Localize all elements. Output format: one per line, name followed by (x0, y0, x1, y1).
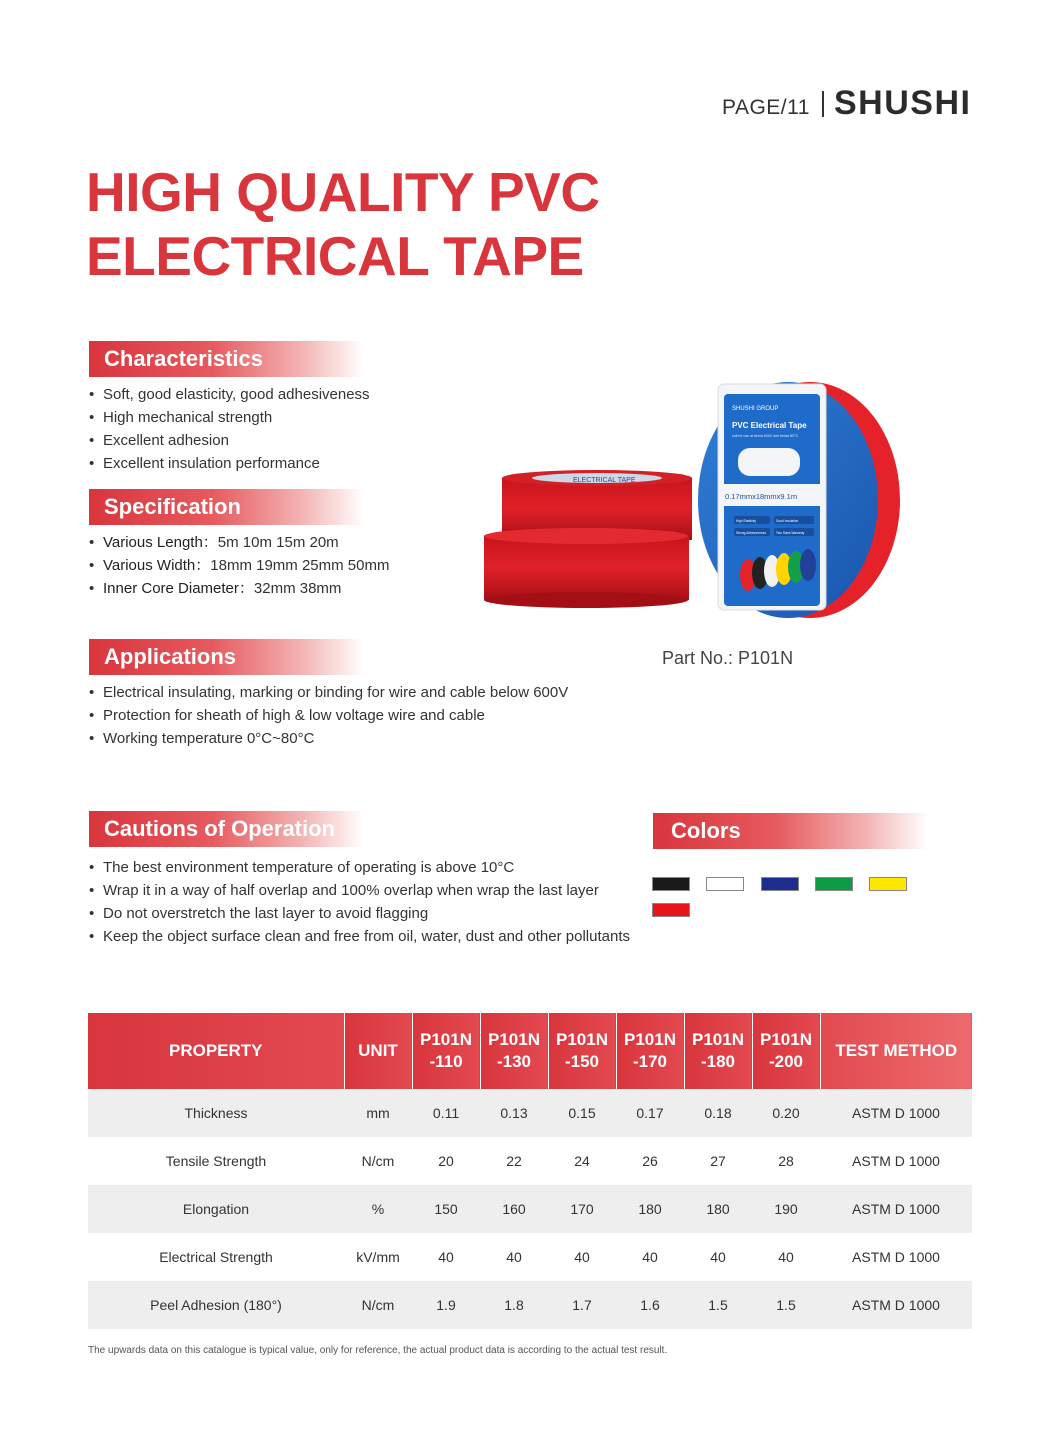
spec-value: 5m 10m 15m 20m (217, 534, 339, 551)
spec-value: 32mm 38mm (253, 580, 342, 597)
part-number: Part No.: P101N (662, 648, 794, 668)
color-swatch-yellow (869, 877, 907, 891)
table-cell: 1.7 (548, 1281, 616, 1329)
list-item: • Working temperature 0°C~80°C (89, 727, 568, 750)
spec-label: Inner Core Diameter： (103, 580, 254, 597)
colors-heading: Colors (653, 813, 928, 849)
spec-width (89, 554, 389, 577)
properties-table (88, 1013, 972, 1329)
package-size: 0.17mmx18mmx9.1m (725, 492, 798, 501)
spec-label: Various Width： (103, 557, 211, 574)
table-cell: ASTM D 1000 (820, 1185, 972, 1233)
table-cell: 40 (710, 1249, 726, 1265)
table-cell: 0.15 (548, 1089, 616, 1137)
title-line-1: HIGH QUALITY PVC (86, 161, 600, 223)
table-cell: 1.9 (412, 1281, 480, 1329)
list-item: • Do not overstretch the last layer to avoid flagging (89, 902, 630, 925)
package-subtitle: suit for use at below 600V and below 80°C (732, 434, 798, 438)
spec-length (89, 531, 389, 554)
table-cell: 0.13 (480, 1089, 548, 1137)
table-cell: 160 (480, 1185, 548, 1233)
table-cell: 150 (412, 1185, 480, 1233)
color-swatch-green (815, 877, 853, 891)
table-row (88, 1281, 972, 1329)
table-row (88, 1185, 972, 1233)
page-title (86, 160, 600, 288)
table-cell: Tensile Strength (165, 1153, 267, 1169)
table-cell: Peel Adhesion (180°) (88, 1281, 344, 1329)
footnote: The upwards data on this catalogue is typical value, only for reference, the actual product data is according to the actual test result. (88, 1345, 668, 1356)
list-item: • Excellent adhesion (89, 429, 370, 452)
spec-core (89, 577, 389, 600)
table-cell: ASTM D 1000 (820, 1281, 972, 1329)
list-item: • High mechanical strength (89, 406, 370, 429)
column-header: P101N -170 (616, 1013, 684, 1089)
table-header-row (88, 1013, 972, 1089)
list-item: • Wrap it in a way of half overlap and 100% overlap when wrap the last layer (89, 879, 630, 902)
table-cell: 0.17 (616, 1089, 684, 1137)
brand-logo: SHUSHI (834, 84, 972, 122)
table-cell: ASTM D 1000 (820, 1089, 972, 1137)
spec-value: 18mm 19mm 25mm 50mm (210, 557, 390, 574)
list-item: • Protection for sheath of high & low voltage wire and cable (89, 704, 568, 727)
table-cell: 180 (616, 1185, 684, 1233)
table-cell: N/cm (361, 1153, 395, 1169)
cautions-heading: Cautions of Operation (89, 811, 364, 847)
list-item: • Soft, good elasticity, good adhesiveness (89, 383, 370, 406)
table-cell: 0.18 (684, 1089, 752, 1137)
characteristics-heading: Characteristics (89, 341, 364, 377)
applications-list (89, 681, 568, 750)
header-divider (822, 91, 824, 117)
list-item: • Electrical insulating, marking or binding for wire and cable below 600V (89, 681, 568, 704)
page-number: PAGE/11 (722, 96, 810, 119)
table-cell: 1.5 (752, 1281, 820, 1329)
color-swatch-red (652, 903, 690, 917)
table-cell: 28 (778, 1153, 794, 1169)
feature-badge: Two Sizes Warranty (776, 531, 805, 535)
table-cell: ASTM D 1000 (852, 1153, 940, 1169)
package-title: PVC Electrical Tape (732, 421, 807, 430)
feature-badge: High Elasticity (736, 519, 757, 523)
table-cell: 1.8 (480, 1281, 548, 1329)
table-cell: 0.11 (412, 1089, 480, 1137)
table-cell: 40 (506, 1249, 522, 1265)
table-cell: 190 (752, 1185, 820, 1233)
table-row (88, 1137, 972, 1185)
table-cell: % (344, 1185, 412, 1233)
column-header: P101N -150 (548, 1013, 616, 1089)
color-swatch-black (652, 877, 690, 891)
roll-label: ELECTRICAL TAPE (573, 477, 636, 484)
table-cell: 180 (684, 1185, 752, 1233)
column-header: PROPERTY (88, 1013, 344, 1089)
table-cell: 22 (506, 1153, 522, 1169)
table-cell: 1.5 (684, 1281, 752, 1329)
table-cell: kV/mm (356, 1249, 400, 1265)
table-cell: 0.20 (752, 1089, 820, 1137)
column-header: P101N -180 (684, 1013, 752, 1089)
title-line-2: ELECTRICAL TAPE (86, 225, 584, 287)
applications-heading: Applications (89, 639, 364, 675)
product-image (470, 370, 930, 630)
table-cell: Thickness (88, 1089, 344, 1137)
table-cell: 24 (574, 1153, 590, 1169)
list-item: • The best environment temperature of operating is above 10°C (89, 856, 630, 879)
table-row (88, 1233, 972, 1281)
table-cell: 40 (574, 1249, 590, 1265)
table-cell: 40 (438, 1249, 454, 1265)
column-header: TEST METHOD (820, 1013, 972, 1089)
table-cell: N/cm (344, 1281, 412, 1329)
list-item: • Excellent insulation performance (89, 452, 370, 475)
spec-label: Various Length： (103, 534, 218, 551)
table-cell: 20 (438, 1153, 454, 1169)
column-header: P101N -200 (752, 1013, 820, 1089)
table-cell: Electrical Strength (159, 1249, 273, 1265)
feature-badge: Strong Adhesiveness (736, 531, 766, 535)
column-header: P101N -110 (412, 1013, 480, 1089)
package-brand: SHUSHI GROUP (732, 406, 779, 412)
specification-heading: Specification (89, 489, 364, 525)
table-cell: 170 (548, 1185, 616, 1233)
table-cell: 40 (778, 1249, 794, 1265)
specification-list (89, 531, 389, 600)
table-cell: 40 (642, 1249, 658, 1265)
table-row (88, 1089, 972, 1137)
color-swatch-white (706, 877, 744, 891)
table-cell: mm (344, 1089, 412, 1137)
tape-roll-front (484, 536, 689, 600)
feature-badge: Good Insulation (776, 519, 799, 523)
color-swatch-blue (761, 877, 799, 891)
table-cell: ASTM D 1000 (852, 1249, 940, 1265)
table-cell: 27 (710, 1153, 726, 1169)
table-cell: Elongation (88, 1185, 344, 1233)
characteristics-list (89, 383, 370, 475)
table-cell: 26 (642, 1153, 658, 1169)
table-cell: 1.6 (616, 1281, 684, 1329)
cautions-list (89, 856, 630, 948)
list-item: • Keep the object surface clean and free from oil, water, dust and other pollutants (89, 925, 630, 948)
column-header: UNIT (344, 1013, 412, 1089)
column-header: P101N -130 (480, 1013, 548, 1089)
